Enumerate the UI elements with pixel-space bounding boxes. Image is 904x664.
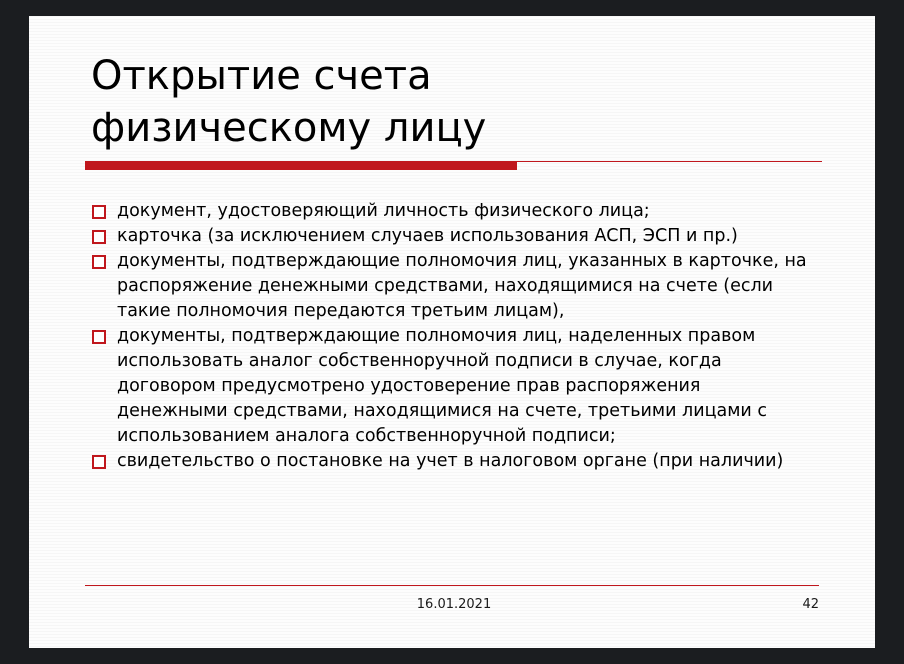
- bullet-item: [91, 449, 811, 474]
- page-number: 42: [802, 597, 819, 612]
- footer-divider: [85, 585, 819, 586]
- slide-title: [91, 50, 791, 154]
- checkbox-square-icon: [92, 330, 106, 344]
- bullet-list: [91, 199, 811, 474]
- slide-title-line-2: физическому лицу: [91, 105, 487, 151]
- bullet-item: [91, 249, 811, 324]
- checkbox-square-icon: [92, 255, 106, 269]
- title-underline-thick: [85, 161, 517, 170]
- bullet-text: свидетельство о постановке на учет в налоговом органе (при наличии): [117, 451, 784, 471]
- bullet-text: документ, удостоверяющий личность физического лица;: [117, 201, 650, 221]
- bullet-text: карточка (за исключением случаев использования АСП, ЭСП и пр.): [117, 226, 738, 246]
- checkbox-square-icon: [92, 230, 106, 244]
- bullet-item: [91, 224, 811, 249]
- bullet-text: документы, подтверждающие полномочия лиц, указанных в карточке, на распоряжение денежными средствами, находящимися на счете (если такие полномочия передаются третьим лицам),: [117, 251, 807, 321]
- checkbox-square-icon: [92, 455, 106, 469]
- bullet-text: документы, подтверждающие полномочия лиц, наделенных правом использовать аналог собственноручной подписи в случае, когда договором предусмотрено удостоверение прав распоряжения денежными средствами, находящимися на счете, третьими лицами с использованием аналога собственноручной подписи;: [117, 326, 767, 446]
- footer-date: 16.01.2021: [416, 597, 492, 612]
- slide: [29, 16, 875, 648]
- title-underline-thin: [517, 161, 822, 162]
- bullet-item: [91, 199, 811, 224]
- slide-title-line-1: Открытие счета: [91, 53, 432, 99]
- checkbox-square-icon: [92, 205, 106, 219]
- bullet-item: [91, 324, 811, 449]
